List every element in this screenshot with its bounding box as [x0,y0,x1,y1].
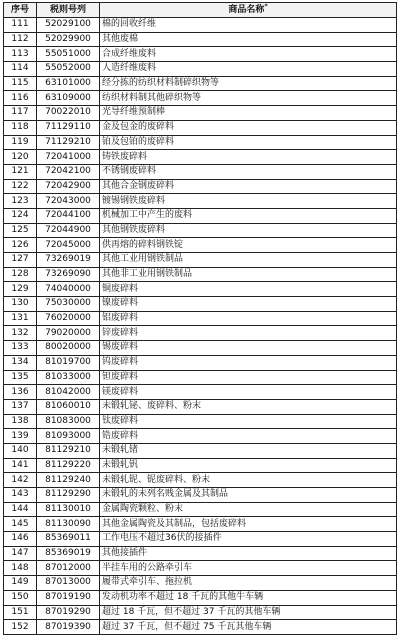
table-row [4,194,397,209]
row-serial-number: 143 [4,488,37,503]
row-tariff-code: 76020000 [37,311,100,326]
table-row [4,370,397,385]
row-tariff-code: 70022010 [37,106,100,121]
row-serial-number: 135 [4,370,37,385]
row-tariff-code: 87019290 [37,605,100,620]
row-product-name: 锡废碎料 [100,341,397,356]
header-product-name-text: 商品名称 [228,4,265,15]
table-row [4,341,397,356]
row-product-name: 合成纤维废料 [100,47,397,62]
row-tariff-code: 71129210 [37,135,100,150]
table-row [4,179,397,194]
table-row [4,429,397,444]
row-tariff-code: 72042100 [37,164,100,179]
row-serial-number: 151 [4,605,37,620]
row-serial-number: 131 [4,311,37,326]
table-row [4,297,397,312]
row-serial-number: 129 [4,282,37,297]
row-product-name: 其他金属陶瓷及其制品，包括废碎料 [100,517,397,532]
table-header-row [4,3,397,18]
row-product-name: 其他废棉 [100,32,397,47]
table-row [4,282,397,297]
row-serial-number: 150 [4,590,37,605]
row-product-name: 经分拣的纺织材料制碎织物等 [100,76,397,91]
row-tariff-code: 81129240 [37,473,100,488]
table-row [4,385,397,400]
row-serial-number: 142 [4,473,37,488]
row-product-name: 其他非工业用钢铁制品 [100,267,397,282]
row-product-name: 供再熔的碎料钢铁锭 [100,238,397,253]
row-product-name: 纺织材料制其他碎织物等 [100,91,397,106]
table-row [4,91,397,106]
header-serial-number: 序号 [4,3,37,18]
row-serial-number: 141 [4,458,37,473]
row-product-name: 超过 18 千瓦，但不超过 37 千瓦的其他车辆 [100,605,397,620]
row-serial-number: 118 [4,120,37,135]
row-tariff-code: 81130090 [37,517,100,532]
row-serial-number: 111 [4,18,37,33]
table-row [4,561,397,576]
table-row [4,164,397,179]
row-tariff-code: 81129210 [37,443,100,458]
row-serial-number: 124 [4,208,37,223]
row-tariff-code: 81060010 [37,399,100,414]
table-row [4,355,397,370]
table-row [4,473,397,488]
table-row [4,443,397,458]
row-serial-number: 125 [4,223,37,238]
row-product-name: 工作电压不超过36伏的接插件 [100,532,397,547]
row-product-name: 锌废碎料 [100,326,397,341]
row-tariff-code: 55051000 [37,47,100,62]
row-serial-number: 128 [4,267,37,282]
header-footnote-mark: * [264,2,268,10]
row-tariff-code: 87013000 [37,576,100,591]
row-serial-number: 130 [4,297,37,312]
row-product-name: 发动机功率不超过 18 千瓦的其他牛车辆 [100,590,397,605]
table-row [4,590,397,605]
row-tariff-code: 81042000 [37,385,100,400]
row-product-name: 镁废碎料 [100,385,397,400]
row-tariff-code: 81129220 [37,458,100,473]
row-serial-number: 149 [4,576,37,591]
table-row [4,76,397,91]
row-product-name: 光导纤维预制棒 [100,106,397,121]
table-row [4,238,397,253]
table-row [4,605,397,620]
row-serial-number: 119 [4,135,37,150]
row-serial-number: 140 [4,443,37,458]
row-serial-number: 147 [4,546,37,561]
row-tariff-code: 52029100 [37,18,100,33]
row-product-name: 锆废碎料 [100,429,397,444]
table-row [4,135,397,150]
row-product-name: 未锻轧铋、废碎料、粉末 [100,399,397,414]
table-row [4,223,397,238]
row-serial-number: 121 [4,164,37,179]
row-tariff-code: 81130010 [37,502,100,517]
row-tariff-code: 85369019 [37,546,100,561]
row-serial-number: 133 [4,341,37,356]
row-tariff-code: 75030000 [37,297,100,312]
table-row [4,488,397,503]
table-row [4,546,397,561]
table-row [4,517,397,532]
table-row [4,399,397,414]
row-tariff-code: 81083000 [37,414,100,429]
table-row [4,620,397,635]
row-serial-number: 146 [4,532,37,547]
row-serial-number: 148 [4,561,37,576]
row-product-name: 铝废碎料 [100,311,397,326]
table-row [4,532,397,547]
row-product-name: 金属陶瓷颗粒、粉末 [100,502,397,517]
row-product-name: 镀锡钢铁废碎料 [100,194,397,209]
row-tariff-code: 81019700 [37,355,100,370]
row-product-name: 其他接插件 [100,546,397,561]
row-tariff-code: 81093000 [37,429,100,444]
row-product-name: 棉的回收纤维 [100,18,397,33]
row-tariff-code: 87019390 [37,620,100,635]
row-serial-number: 138 [4,414,37,429]
row-product-name: 未锻轧钒 [100,458,397,473]
table-row [4,267,397,282]
row-product-name: 不锈钢废碎料 [100,164,397,179]
row-tariff-code: 72041000 [37,150,100,165]
table-body [4,18,397,635]
row-tariff-code: 72042900 [37,179,100,194]
row-tariff-code: 80020000 [37,341,100,356]
row-tariff-code: 55052000 [37,62,100,77]
row-tariff-code: 79020000 [37,326,100,341]
table-row [4,18,397,33]
row-product-name: 镍废碎料 [100,297,397,312]
row-serial-number: 120 [4,150,37,165]
row-product-name: 其他合金钢废碎料 [100,179,397,194]
tariff-table [3,2,397,635]
table-row [4,253,397,268]
row-tariff-code: 72045000 [37,238,100,253]
table-row [4,458,397,473]
row-product-name: 钽废碎料 [100,370,397,385]
row-product-name: 未锻轧锗 [100,443,397,458]
table-row [4,32,397,47]
row-tariff-code: 81129290 [37,488,100,503]
row-product-name: 人造纤维废料 [100,62,397,77]
row-product-name: 钨废碎料 [100,355,397,370]
row-product-name: 其他工业用钢铁制品 [100,253,397,268]
row-product-name: 金及包金的废碎料 [100,120,397,135]
row-serial-number: 126 [4,238,37,253]
header-tariff-code: 税则号列 [37,3,100,18]
row-tariff-code: 72043000 [37,194,100,209]
row-serial-number: 137 [4,399,37,414]
row-product-name: 铜废碎料 [100,282,397,297]
row-serial-number: 144 [4,502,37,517]
header-product-name [100,3,397,18]
row-tariff-code: 72044900 [37,223,100,238]
row-serial-number: 145 [4,517,37,532]
row-product-name: 未锻轧铌、铌废碎料、粉末 [100,473,397,488]
row-serial-number: 116 [4,91,37,106]
table-row [4,106,397,121]
row-serial-number: 112 [4,32,37,47]
row-serial-number: 115 [4,76,37,91]
row-serial-number: 117 [4,106,37,121]
row-tariff-code: 72044100 [37,208,100,223]
table-row [4,414,397,429]
row-serial-number: 139 [4,429,37,444]
row-product-name: 半挂车用的公路牵引车 [100,561,397,576]
row-tariff-code: 87019190 [37,590,100,605]
row-serial-number: 136 [4,385,37,400]
row-product-name: 履带式牵引车、拖拉机 [100,576,397,591]
row-serial-number: 122 [4,179,37,194]
table-row [4,326,397,341]
table-row [4,576,397,591]
table-row [4,208,397,223]
row-tariff-code: 52029900 [37,32,100,47]
row-tariff-code: 71129110 [37,120,100,135]
row-product-name: 超过 37 千瓦，但不超过 75 千瓦其他车辆 [100,620,397,635]
row-tariff-code: 63109000 [37,91,100,106]
table-row [4,502,397,517]
row-product-name: 钛废碎料 [100,414,397,429]
row-serial-number: 113 [4,47,37,62]
row-tariff-code: 87012000 [37,561,100,576]
row-serial-number: 123 [4,194,37,209]
row-product-name: 未锻轧的未列名贱金属及其制品 [100,488,397,503]
table-row [4,47,397,62]
table-row [4,311,397,326]
row-product-name: 其他钢铁废碎料 [100,223,397,238]
row-serial-number: 134 [4,355,37,370]
row-tariff-code: 73269019 [37,253,100,268]
row-serial-number: 127 [4,253,37,268]
table-row [4,62,397,77]
row-tariff-code: 63101000 [37,76,100,91]
row-tariff-code: 85369011 [37,532,100,547]
table-row [4,150,397,165]
table-row [4,120,397,135]
row-tariff-code: 81033000 [37,370,100,385]
row-product-name: 铂及包铂的废碎料 [100,135,397,150]
row-serial-number: 152 [4,620,37,635]
row-serial-number: 114 [4,62,37,77]
row-tariff-code: 73269090 [37,267,100,282]
row-product-name: 机械加工中产生的废料 [100,208,397,223]
row-serial-number: 132 [4,326,37,341]
row-product-name: 铸铁废碎料 [100,150,397,165]
row-tariff-code: 74040000 [37,282,100,297]
